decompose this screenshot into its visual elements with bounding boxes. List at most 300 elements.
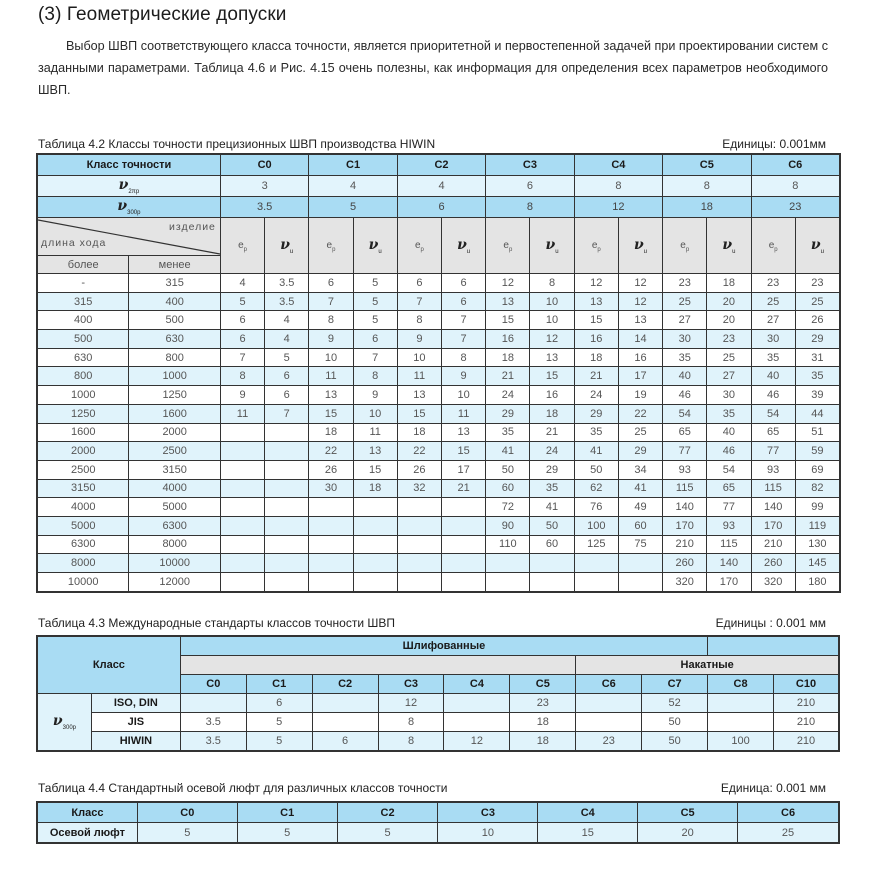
value-cell: 21: [530, 423, 574, 442]
value-cell: 7: [309, 292, 353, 311]
value-cell: 76: [574, 498, 618, 517]
value-cell: 46: [663, 386, 707, 405]
ep-letter: e: [680, 239, 686, 251]
value-cell: 3.5: [265, 274, 309, 293]
nu-u-symbol: [811, 237, 824, 253]
value-cell: 15: [309, 404, 353, 423]
nu-2pip-label: $\nu_{2\pi p}$: [38, 176, 221, 197]
value-cell: [265, 498, 309, 517]
ep-subscript: p: [685, 246, 690, 253]
value-cell: 6: [265, 386, 309, 405]
nu-u-header-c3: [530, 218, 574, 274]
stroke-more: 2000: [38, 442, 129, 461]
value-cell: 15: [574, 311, 618, 330]
stroke-less: 2500: [129, 442, 220, 461]
nu-2pip-c2: 4: [397, 176, 485, 197]
value-cell: [220, 460, 264, 479]
value-cell: 18: [707, 274, 751, 293]
value-cell: 25: [618, 423, 662, 442]
value-cell: 82: [795, 479, 839, 498]
stroke-less: 2000: [129, 423, 220, 442]
value-cell: 9: [353, 386, 397, 405]
value-cell: 5: [337, 823, 438, 843]
ep-letter: e: [768, 239, 775, 251]
nu-2pip-c1: 4: [309, 176, 397, 197]
value-cell: 210: [773, 713, 838, 732]
class-header: C5: [510, 675, 576, 694]
value-cell: 6: [309, 274, 353, 293]
value-cell: 5: [353, 311, 397, 330]
class-header: C1: [246, 675, 312, 694]
value-cell: 49: [618, 498, 662, 517]
value-cell: 24: [574, 386, 618, 405]
nu-u-symbol: [634, 237, 647, 253]
nu-300p-c0: 3.5: [220, 197, 308, 218]
product-label: изделие: [169, 221, 216, 233]
value-cell: 41: [574, 442, 618, 461]
stroke-more: 315: [38, 292, 129, 311]
value-cell: 10: [353, 404, 397, 423]
value-cell: 4: [265, 311, 309, 330]
value-cell: [486, 573, 530, 592]
value-cell: 50: [486, 460, 530, 479]
value-cell: [397, 573, 441, 592]
stroke-more: 1600: [38, 423, 129, 442]
value-cell: 16: [530, 386, 574, 405]
nu-u-symbol: [457, 237, 470, 253]
ground-subheader-empty: [180, 656, 575, 675]
value-cell: 5: [237, 823, 337, 843]
value-cell: 23: [795, 274, 839, 293]
nu-subscript: u: [820, 248, 824, 255]
value-cell: 3.5: [265, 292, 309, 311]
class-header: C4: [444, 675, 510, 694]
nu-subscript: u: [732, 248, 736, 255]
table-row: [38, 535, 840, 554]
more-label: более: [38, 256, 129, 274]
value-cell: 29: [486, 404, 530, 423]
value-cell: 40: [707, 423, 751, 442]
value-cell: 13: [309, 386, 353, 405]
value-cell: 125: [574, 535, 618, 554]
table-row: [38, 367, 840, 386]
value-cell: 46: [751, 386, 795, 405]
value-cell: 20: [707, 311, 751, 330]
class-header: C2: [337, 803, 438, 823]
value-cell: 19: [618, 386, 662, 405]
value-cell: 31: [795, 348, 839, 367]
value-cell: 27: [751, 311, 795, 330]
ep-symbol: [592, 240, 601, 251]
table-row: [38, 694, 839, 713]
value-cell: 26: [397, 460, 441, 479]
value-cell: 115: [751, 479, 795, 498]
value-cell: 6: [220, 330, 264, 349]
value-cell: [309, 554, 353, 573]
table42-units: Единицы: 0.001мм: [722, 137, 826, 151]
nu-300p-label: $\nu_{300p}$: [38, 197, 221, 218]
value-cell: 320: [751, 573, 795, 592]
value-cell: 18: [309, 423, 353, 442]
class-header-row: [38, 155, 840, 176]
value-cell: 22: [618, 404, 662, 423]
value-cell: 35: [574, 423, 618, 442]
value-cell: 17: [618, 367, 662, 386]
stroke-length-label: длина хода: [41, 237, 107, 249]
value-cell: 6: [246, 694, 312, 713]
nu-u-header-c5: [707, 218, 751, 274]
value-cell: 93: [751, 460, 795, 479]
nu-letter: ν: [52, 713, 63, 730]
nu-subscript: 300p: [62, 724, 76, 731]
value-cell: 50: [530, 516, 574, 535]
value-cell: 7: [220, 348, 264, 367]
table-4-3: [37, 636, 839, 751]
class-c1: C1: [309, 155, 397, 176]
value-cell: [576, 713, 642, 732]
value-cell: 100: [574, 516, 618, 535]
nu-u-symbol: [546, 237, 559, 253]
value-cell: 25: [751, 292, 795, 311]
value-cell: 26: [309, 460, 353, 479]
value-cell: [265, 479, 309, 498]
stroke-more: 4000: [38, 498, 129, 517]
value-cell: 44: [795, 404, 839, 423]
table-4-4: [37, 802, 839, 843]
value-cell: 6: [312, 732, 378, 751]
value-cell: [265, 516, 309, 535]
nu-subscript: u: [555, 248, 559, 255]
value-cell: 75: [618, 535, 662, 554]
stroke-less: 4000: [129, 479, 220, 498]
value-cell: 30: [663, 330, 707, 349]
value-cell: 8: [378, 732, 444, 751]
value-cell: 170: [707, 573, 751, 592]
value-cell: 18: [353, 479, 397, 498]
class-header: C3: [378, 675, 444, 694]
section-heading: (3) Геометрические допуски: [38, 4, 287, 25]
value-cell: [220, 516, 264, 535]
value-cell: 9: [309, 330, 353, 349]
stroke-less: 400: [129, 292, 220, 311]
value-cell: 65: [707, 479, 751, 498]
value-cell: [312, 713, 378, 732]
value-cell: 99: [795, 498, 839, 517]
ep-header-c4: [574, 218, 618, 274]
value-cell: 130: [795, 535, 839, 554]
value-cell: [397, 554, 441, 573]
value-cell: 115: [707, 535, 751, 554]
value-cell: 8: [309, 311, 353, 330]
value-cell: [220, 535, 264, 554]
value-cell: 13: [486, 292, 530, 311]
value-cell: 35: [707, 404, 751, 423]
class-c3: C3: [486, 155, 574, 176]
class-header: C3: [438, 803, 538, 823]
value-cell: 7: [353, 348, 397, 367]
class-label: Класс: [38, 637, 181, 694]
value-cell: 30: [707, 386, 751, 405]
ep-header-c0: [220, 218, 264, 274]
table-row: [38, 274, 840, 293]
nu-subscript: u: [289, 248, 294, 255]
intro-paragraph: [38, 35, 828, 101]
value-cell: 35: [663, 348, 707, 367]
value-cell: 41: [618, 479, 662, 498]
standard-label: ISO, DIN: [91, 694, 180, 713]
nu-300p-c2: 6: [397, 197, 485, 218]
value-cell: [265, 554, 309, 573]
class-label: Класс: [38, 803, 138, 823]
value-cell: [265, 573, 309, 592]
value-cell: 6: [353, 330, 397, 349]
nu-300p-c3: 8: [486, 197, 574, 218]
value-cell: 10: [530, 292, 574, 311]
table-row: [38, 498, 840, 517]
stroke-less: 8000: [129, 535, 220, 554]
table-row: [38, 516, 840, 535]
value-cell: [353, 554, 397, 573]
value-cell: [397, 516, 441, 535]
nu-u-symbol: [280, 237, 293, 253]
table-row: [38, 404, 840, 423]
nu-u-header-c6: [795, 218, 839, 274]
value-cell: 16: [618, 348, 662, 367]
value-cell: 59: [795, 442, 839, 461]
class-header: C8: [708, 675, 774, 694]
value-cell: 18: [510, 732, 576, 751]
value-cell: 16: [486, 330, 530, 349]
value-cell: [220, 423, 264, 442]
class-header: C1: [237, 803, 337, 823]
value-cell: 9: [442, 367, 486, 386]
nu-letter: ν: [545, 236, 556, 253]
ground-label-empty: [708, 637, 839, 656]
value-cell: 29: [574, 404, 618, 423]
value-cell: 8: [220, 367, 264, 386]
value-cell: 90: [486, 516, 530, 535]
value-cell: 32: [397, 479, 441, 498]
table44-caption: Таблица 4.4 Стандартный осевой люфт для различных классов точности: [38, 781, 448, 795]
value-cell: [444, 713, 510, 732]
nu-u-header-c1: [353, 218, 397, 274]
value-cell: 15: [486, 311, 530, 330]
value-cell: 18: [486, 348, 530, 367]
ep-letter: e: [503, 239, 509, 251]
stroke-less: 1600: [129, 404, 220, 423]
class-c0: C0: [220, 155, 308, 176]
value-cell: [442, 535, 486, 554]
value-cell: 26: [795, 311, 839, 330]
stroke-less: 10000: [129, 554, 220, 573]
value-cell: 12: [378, 694, 444, 713]
value-cell: 12: [574, 274, 618, 293]
nu-letter: ν: [722, 236, 733, 253]
value-cell: 8: [378, 713, 444, 732]
stroke-less: 5000: [129, 498, 220, 517]
class-header: C7: [642, 675, 708, 694]
value-cell: [574, 554, 618, 573]
value-cell: 260: [751, 554, 795, 573]
value-cell: 210: [663, 535, 707, 554]
stroke-less: 630: [129, 330, 220, 349]
value-cell: 14: [618, 330, 662, 349]
value-cell: 5: [246, 713, 312, 732]
value-cell: 25: [663, 292, 707, 311]
axial-play-label: Осевой люфт: [38, 823, 138, 843]
value-cell: 29: [618, 442, 662, 461]
value-cell: 23: [707, 330, 751, 349]
class-header: C5: [638, 803, 738, 823]
value-cell: [708, 713, 774, 732]
ep-header-c2: [397, 218, 441, 274]
value-cell: 210: [773, 732, 838, 751]
standard-label: HIWIN: [91, 732, 180, 751]
ep-symbol: [680, 240, 689, 251]
value-cell: [265, 442, 309, 461]
value-cell: 27: [663, 311, 707, 330]
ep-letter: e: [591, 239, 598, 251]
ep-symbol: [238, 240, 247, 251]
value-cell: 40: [663, 367, 707, 386]
value-cell: 119: [795, 516, 839, 535]
value-cell: 51: [795, 423, 839, 442]
value-cell: 8: [530, 274, 574, 293]
value-cell: 25: [707, 348, 751, 367]
nu-u-symbol: [722, 237, 735, 253]
value-cell: 3.5: [180, 732, 246, 751]
value-cell: 41: [486, 442, 530, 461]
table-row: [38, 442, 840, 461]
stroke-more: 5000: [38, 516, 129, 535]
value-cell: 93: [663, 460, 707, 479]
value-cell: 20: [707, 292, 751, 311]
value-cell: 140: [707, 554, 751, 573]
value-cell: 5: [353, 292, 397, 311]
class-c5: C5: [663, 155, 751, 176]
ep-symbol: [327, 240, 336, 251]
value-cell: [220, 498, 264, 517]
value-cell: 15: [538, 823, 638, 843]
ep-subscript: p: [420, 246, 424, 253]
value-cell: 5: [246, 732, 312, 751]
value-cell: 11: [397, 367, 441, 386]
value-cell: 3.5: [180, 713, 246, 732]
value-cell: 22: [397, 442, 441, 461]
ep-header-c5: [663, 218, 707, 274]
table-row: [38, 292, 840, 311]
value-cell: 12: [486, 274, 530, 293]
nu-2pip-row: [38, 176, 840, 197]
stroke-more: 1000: [38, 386, 129, 405]
value-cell: 41: [530, 498, 574, 517]
value-cell: 24: [530, 442, 574, 461]
value-cell: [397, 498, 441, 517]
value-cell: 9: [397, 330, 441, 349]
nu-2pip-c6: 8: [751, 176, 839, 197]
value-cell: [309, 516, 353, 535]
value-cell: 6: [442, 274, 486, 293]
nu-symbol: [53, 713, 76, 729]
value-cell: 10: [438, 823, 538, 843]
ep-letter: e: [326, 239, 333, 251]
stroke-less: 1250: [129, 386, 220, 405]
value-cell: 7: [442, 311, 486, 330]
ep-subscript: p: [774, 246, 778, 253]
nu-2pip-c4: 8: [574, 176, 662, 197]
class-header: C4: [538, 803, 638, 823]
stroke-less: 315: [129, 274, 220, 293]
value-cell: 12: [618, 274, 662, 293]
class-header: C0: [137, 803, 237, 823]
value-cell: 23: [510, 694, 576, 713]
value-cell: [442, 573, 486, 592]
nu-300p-c6: 23: [751, 197, 839, 218]
nu-subscript: u: [466, 248, 471, 255]
value-cell: [618, 554, 662, 573]
value-cell: 65: [751, 423, 795, 442]
value-cell: 35: [795, 367, 839, 386]
ep-subscript: p: [597, 246, 601, 253]
value-cell: 8: [442, 348, 486, 367]
value-cell: 11: [353, 423, 397, 442]
value-cell: 100: [708, 732, 774, 751]
value-cell: [265, 460, 309, 479]
value-cell: [220, 573, 264, 592]
rolled-label: Накатные: [576, 656, 839, 675]
value-cell: 5: [353, 274, 397, 293]
stroke-less: 1000: [129, 367, 220, 386]
value-cell: 35: [530, 479, 574, 498]
table43-units: Единицы : 0.001 мм: [715, 616, 826, 630]
value-cell: 11: [442, 404, 486, 423]
value-cell: 15: [353, 460, 397, 479]
stroke-less: 800: [129, 348, 220, 367]
value-cell: 30: [309, 479, 353, 498]
value-cell: 13: [574, 292, 618, 311]
stroke-less: 6300: [129, 516, 220, 535]
value-cell: 6: [397, 274, 441, 293]
value-cell: 21: [442, 479, 486, 498]
nu-subscript: u: [643, 248, 648, 255]
value-cell: 22: [309, 442, 353, 461]
value-cell: 4: [220, 274, 264, 293]
value-cell: 77: [663, 442, 707, 461]
value-cell: 4: [265, 330, 309, 349]
nu-letter: ν: [280, 236, 290, 253]
value-cell: 11: [309, 367, 353, 386]
value-cell: 145: [795, 554, 839, 573]
ep-subscript: p: [508, 246, 513, 253]
value-cell: 7: [442, 330, 486, 349]
value-cell: 77: [707, 498, 751, 517]
nu-u-header-c2: [442, 218, 486, 274]
value-cell: 24: [486, 386, 530, 405]
value-cell: 34: [618, 460, 662, 479]
ep-letter: e: [414, 239, 421, 251]
value-cell: 23: [576, 732, 642, 751]
value-cell: 10: [442, 386, 486, 405]
subheader-row: [38, 218, 840, 256]
value-cell: 52: [642, 694, 708, 713]
nu-300p-label: [38, 694, 92, 751]
table-row: [38, 479, 840, 498]
value-cell: 39: [795, 386, 839, 405]
value-cell: [442, 554, 486, 573]
value-cell: 30: [751, 330, 795, 349]
value-cell: 180: [795, 573, 839, 592]
value-cell: [442, 516, 486, 535]
